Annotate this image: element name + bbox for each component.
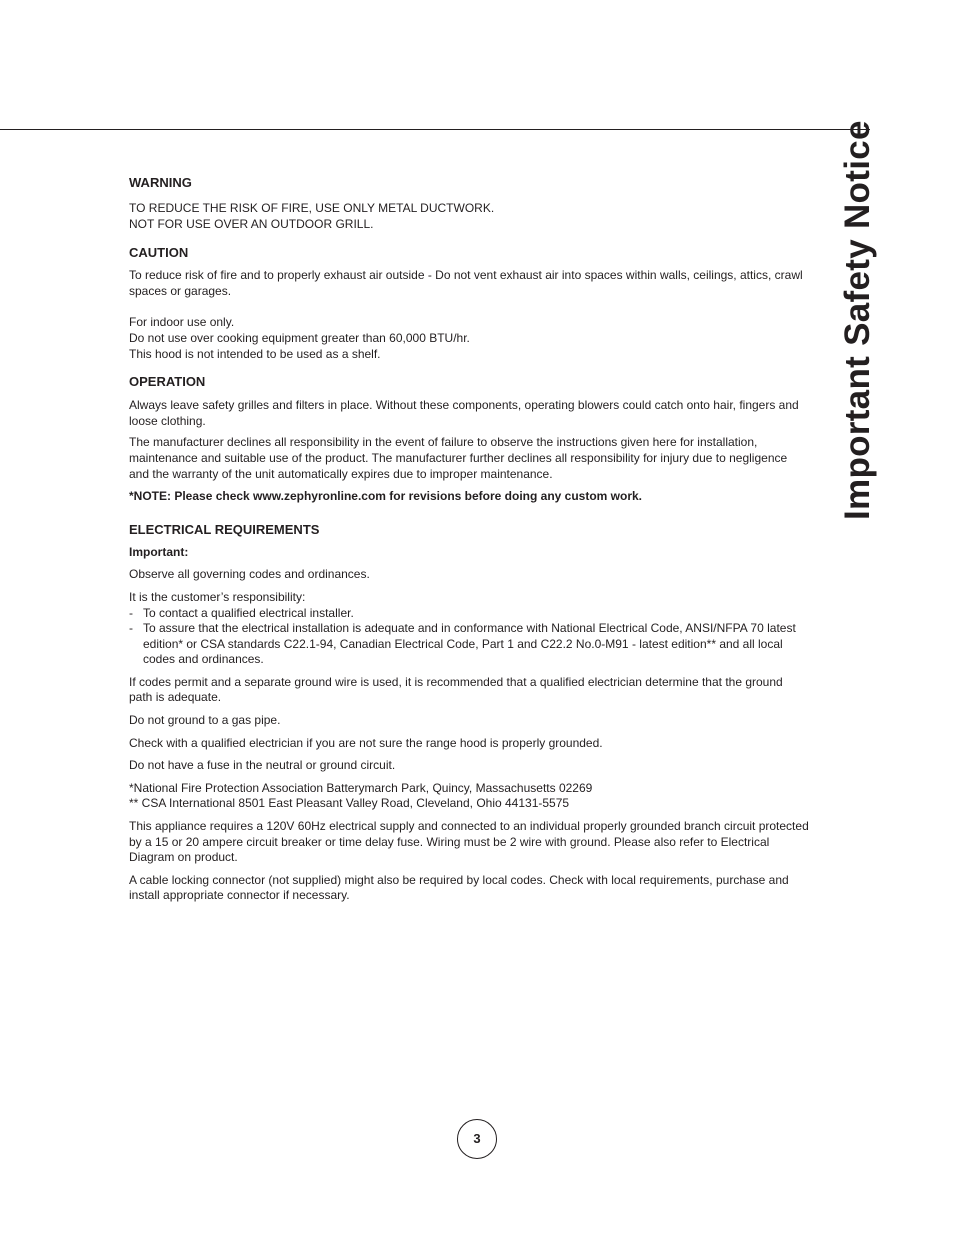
operation-note: *NOTE: Please check www.zephyronline.com for revisions before doing any custom work. [129, 489, 643, 504]
electrical-check: Check with a qualified electrician if you are not sure the range hood is properly grounded. [129, 735, 603, 750]
electrical-fuse: Do not have a fuse in the neutral or ground circuit. [129, 758, 396, 773]
caution-shelf: This hood is not intended to be used as a shelf. [129, 346, 381, 361]
list-item: - To contact a qualified electrical installer. [129, 606, 809, 622]
electrical-supply: This appliance requires a 120V 60Hz electrical supply and connected to an individual properly grounded branch circuit protected by a 15 or 20 ampere circuit breaker or time delay fuse. Wiring must be 2 wire with ground. Please also refer to Electrical Diagram on product. [129, 819, 809, 865]
electrical-observe: Observe all governing codes and ordinances. [129, 567, 370, 582]
electrical-gas-pipe: Do not ground to a gas pipe. [129, 713, 281, 728]
electrical-connector: A cable locking connector (not supplied) might also be required by local codes. Check with local requirements, purchase and install appropriate connector if necessary. [129, 872, 789, 903]
operation-paragraph-2: The manufacturer declines all responsibility in the event of failure to observe the instructions given here for installation, maintenance and suitable use of the product. The manufacturer further declines all responsibility for injury due to negligence and the warranty of the unit automatically expires due to improper maintenance. [129, 435, 788, 481]
header-rule [0, 129, 870, 130]
side-title: Important Safety Notice [838, 120, 877, 520]
electrical-important: Important: [129, 544, 189, 559]
warning-line-1: TO REDUCE THE RISK OF FIRE, USE ONLY METAL DUCTWORK. [129, 201, 495, 215]
footnote-csa: ** CSA International 8501 East Pleasant Valley Road, Cleveland, Ohio 44131-5575 [129, 796, 570, 811]
page-number: 3 [457, 1119, 497, 1159]
operation-paragraph-1: Always leave safety grilles and filters in place. Without these components, operating blowers could catch onto hair, fingers and loose clothing. [129, 398, 799, 428]
warning-line-2: NOT FOR USE OVER AN OUTDOOR GRILL. [129, 216, 374, 231]
caution-heading: CAUTION [129, 245, 189, 261]
electrical-heading: ELECTRICAL REQUIREMENTS [129, 521, 320, 537]
footnote-nfpa: *National Fire Protection Association Batterymarch Park, Quincy, Massachusetts 02269 [129, 780, 593, 795]
caution-indoor: For indoor use only. [129, 315, 235, 330]
warning-heading: WARNING [129, 175, 192, 190]
page-content [129, 175, 809, 904]
list-item: - To assure that the electrical installation is adequate and in conformance with National Electrical Code, ANSI/NFPA 70 latest edition* or CSA standards C22.1-94, Canadian Electrical Code, Part 1 and C22.2 No.0-M91 - latest edition** and all local codes and ordinances. [129, 621, 809, 668]
electrical-responsibility: It is the customer’s responsibility: [129, 589, 306, 604]
electrical-ground-wire: If codes permit and a separate ground wire is used, it is recommended that a qualified electrician determine that the ground path is adequate. [129, 674, 783, 705]
responsibility-list [129, 606, 809, 668]
operation-heading: OPERATION [129, 374, 206, 390]
caution-paragraph: To reduce risk of fire and to properly exhaust air outside - Do not vent exhaust air into spaces within walls, ceilings, attics, crawl spaces or garages. [129, 268, 803, 298]
caution-btu: Do not use over cooking equipment greater than 60,000 BTU/hr. [129, 330, 470, 345]
